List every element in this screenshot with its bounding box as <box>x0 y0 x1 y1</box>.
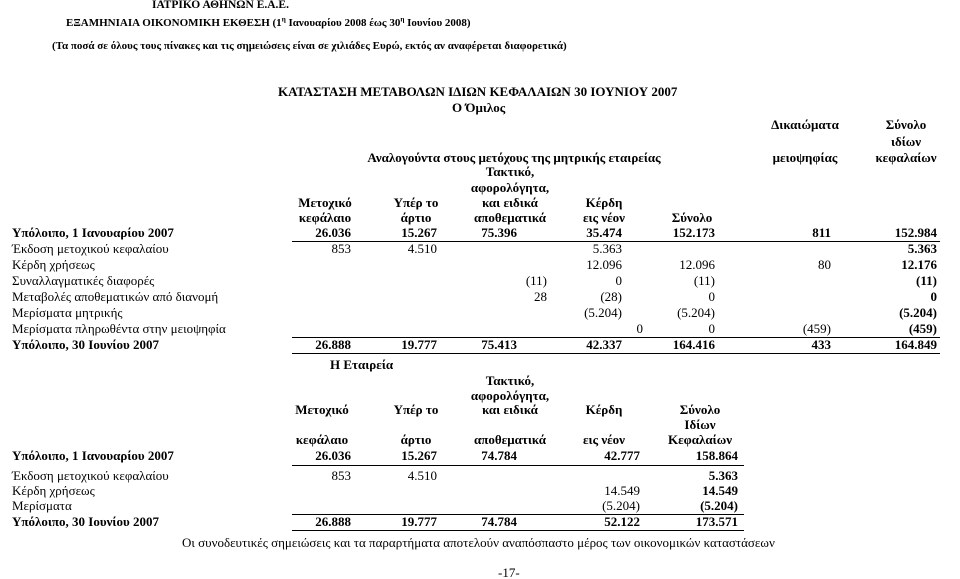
share-capital-value: 853 <box>331 241 351 256</box>
reserves-value: 74.784 <box>481 514 517 529</box>
column-header-reserves: και ειδικά <box>482 195 538 210</box>
reserves-value: 74.784 <box>481 448 517 463</box>
column-header-equity: κεφαλαίων <box>875 150 937 165</box>
total-equity-value: 5.363 <box>708 468 738 483</box>
retained-earnings-value: 35.474 <box>586 225 622 240</box>
retained-earnings-value: (5.204) <box>602 498 640 513</box>
column-header-share-capital: κεφάλαιο <box>298 210 352 225</box>
table-row <box>0 321 960 337</box>
total-equity-value: 158.864 <box>695 448 738 463</box>
table-row <box>0 241 960 257</box>
column-header-retained-earnings: Κέρδη <box>585 195 623 210</box>
retained-earnings-value: 0 <box>636 321 643 336</box>
reserves-value: 75.396 <box>481 225 517 240</box>
column-header-reserves: αφορολόγητα, <box>470 180 550 195</box>
total-equity-value: (5.204) <box>899 305 937 320</box>
row-label: Έκδοση μετοχικού κεφαλαίου <box>12 468 169 483</box>
total-value: (11) <box>693 273 715 288</box>
share-premium-value: 15.267 <box>401 225 437 240</box>
row-label: Υπόλοιπο, 30 Ιουνίου 2007 <box>12 514 159 529</box>
column-header-total: Σύνολο <box>671 210 713 225</box>
row-label: Μερίσματα μητρικής <box>12 305 123 320</box>
table-row <box>0 305 960 321</box>
amounts-note: (Τα ποσά σε όλους τους πίνακες και τις σημειώσεις είναι σε χιλιάδες Ευρώ, εκτός αν αναφέρεται διαφορετικά) <box>52 40 567 52</box>
retained-earnings-value: 5.363 <box>592 241 622 256</box>
column-header-share-premium: άρτιο <box>400 432 432 447</box>
row-label: Συναλλαγματικές διαφορές <box>12 273 155 288</box>
column-header-reserves: Τακτικό, <box>485 164 535 179</box>
total-value: 0 <box>708 321 715 336</box>
retained-earnings-value: 14.549 <box>604 483 640 498</box>
column-header-share-capital: κεφάλαιο <box>295 432 349 447</box>
minority-value: 811 <box>812 225 831 240</box>
reserves-value: 28 <box>534 289 547 304</box>
total-value: (5.204) <box>677 305 715 320</box>
share-premium-value: 15.267 <box>401 448 437 463</box>
row-label: Έκδοση μετοχικού κεφαλαίου <box>12 241 169 256</box>
row-label: Υπόλοιπο, 30 Ιουνίου 2007 <box>12 337 159 352</box>
column-header-share-capital: Μετοχικό <box>295 402 349 417</box>
ordinal-suffix: η <box>400 15 405 24</box>
column-header-share-premium: Υπέρ το <box>393 402 439 417</box>
minority-value: 80 <box>818 257 831 272</box>
share-capital-value: 26.888 <box>315 337 351 352</box>
total-equity-value: 173.571 <box>695 514 738 529</box>
table-row <box>0 448 960 464</box>
column-header-reserves: αποθεματικά <box>474 210 546 225</box>
reserves-value: (11) <box>525 273 547 288</box>
row-label: Μεταβολές αποθεματικών από διανομή <box>12 289 219 304</box>
retained-earnings-value: (5.204) <box>584 305 622 320</box>
report-title-part: Ιανουαρίου 2008 έως 30 <box>285 17 401 29</box>
table-row <box>0 289 960 305</box>
column-header-retained-earnings: εις νέον <box>583 432 625 447</box>
row-divider <box>292 530 744 531</box>
footnote: Οι συνοδευτικές σημειώσεις και τα παραρτήματα αποτελούν αναπόσπαστο μέρος των οικονομικών καταστάσεων <box>182 535 775 550</box>
table-row <box>0 514 960 530</box>
column-header-retained-earnings: εις νέον <box>583 210 625 225</box>
share-capital-value: 26.888 <box>315 514 351 529</box>
total-equity-value: 12.176 <box>901 257 937 272</box>
minority-value: (459) <box>802 321 831 336</box>
retained-earnings-value: 12.096 <box>586 257 622 272</box>
company-name: ΙΑΤΡΙΚΟ ΑΘΗΝΩΝ Ε.Α.Ε. <box>152 0 289 11</box>
column-header-reserves: αποθεματικά <box>474 432 546 447</box>
column-header-minority: Δικαιώματα <box>771 117 839 132</box>
column-header-total-equity: Κεφαλαίων <box>667 432 733 447</box>
column-header-share-premium: άρτιο <box>400 210 432 225</box>
ordinal-suffix: η <box>281 15 286 24</box>
total-equity-value: (459) <box>908 321 937 336</box>
column-header-equity: ιδίων <box>890 134 922 149</box>
report-title <box>66 15 471 31</box>
column-group-header-parent-share: Αναλογούντα στους μετόχους της μητρικής εταιρείας <box>367 150 661 165</box>
total-equity-value: 0 <box>930 289 937 304</box>
table-row <box>0 273 960 289</box>
total-equity-value: (11) <box>916 273 937 288</box>
minority-value: 433 <box>811 337 831 352</box>
column-header-total-equity: Ιδίων <box>684 417 716 432</box>
total-equity-value: 164.849 <box>894 337 937 352</box>
column-header-share-premium: Υπέρ το <box>393 195 439 210</box>
share-premium-value: 4.510 <box>407 241 437 256</box>
row-divider <box>292 353 940 354</box>
column-header-retained-earnings: Κέρδη <box>585 402 623 417</box>
total-equity-value: 5.363 <box>907 241 937 256</box>
page-number: -17- <box>498 565 520 579</box>
retained-earnings-value: 52.122 <box>604 514 640 529</box>
company-subtitle: Η Εταιρεία <box>330 357 394 372</box>
reserves-value: 75.413 <box>481 337 517 352</box>
retained-earnings-value: 42.777 <box>604 448 640 463</box>
row-label: Κέρδη χρήσεως <box>12 257 95 272</box>
share-capital-value: 853 <box>331 468 351 483</box>
row-divider <box>292 465 744 466</box>
report-title-part: ΕΞΑΜΗΝΙΑΙΑ ΟΙΚΟΝΟΜΙΚΗ ΕΚΘΕΣΗ (1 <box>66 17 282 29</box>
retained-earnings-value: (28) <box>600 289 622 304</box>
total-equity-value: (5.204) <box>700 498 738 513</box>
share-premium-value: 19.777 <box>401 514 437 529</box>
statement-title: ΚΑΤΑΣΤΑΣΗ ΜΕΤΑΒΟΛΩΝ ΙΔΙΩΝ ΚΕΦΑΛΑΙΩΝ 30 ΙΟΥΝΙΟΥ 2007 <box>278 84 678 99</box>
total-equity-value: 152.984 <box>894 225 937 240</box>
total-value: 0 <box>708 289 715 304</box>
row-label: Μερίσματα πληρωθέντα στην μειοψηφία <box>12 321 226 336</box>
column-header-share-capital: Μετοχικό <box>298 195 352 210</box>
total-equity-value: 14.549 <box>702 483 738 498</box>
total-value: 152.173 <box>672 225 715 240</box>
row-label: Υπόλοιπο, 1 Ιανουαρίου 2007 <box>12 225 174 240</box>
row-label: Κέρδη χρήσεως <box>12 483 95 498</box>
column-header-equity: Σύνολο <box>885 117 927 132</box>
share-premium-value: 4.510 <box>407 468 437 483</box>
share-premium-value: 19.777 <box>401 337 437 352</box>
column-header-total-equity: Σύνολο <box>679 402 721 417</box>
column-header-reserves: Τακτικό, <box>485 373 535 388</box>
table-row <box>0 498 960 514</box>
total-value: 164.416 <box>672 337 715 352</box>
total-value: 12.096 <box>679 257 715 272</box>
table-row <box>0 225 960 241</box>
group-subtitle: Ο Όμιλος <box>452 100 506 115</box>
retained-earnings-value: 0 <box>615 273 622 288</box>
table-row <box>0 468 960 484</box>
table-row <box>0 337 960 353</box>
table-row <box>0 483 960 499</box>
share-capital-value: 26.036 <box>315 225 351 240</box>
column-header-reserves: και ειδικά <box>482 402 538 417</box>
row-label: Μερίσματα <box>12 498 72 513</box>
retained-earnings-value: 42.337 <box>586 337 622 352</box>
table-row <box>0 257 960 273</box>
report-title-part: Ιουνίου 2008) <box>404 17 471 29</box>
row-label: Υπόλοιπο, 1 Ιανουαρίου 2007 <box>12 448 174 463</box>
column-header-reserves: αφορολόγητα, <box>470 388 550 403</box>
share-capital-value: 26.036 <box>315 448 351 463</box>
column-header-minority: μειοψηφίας <box>772 150 838 165</box>
